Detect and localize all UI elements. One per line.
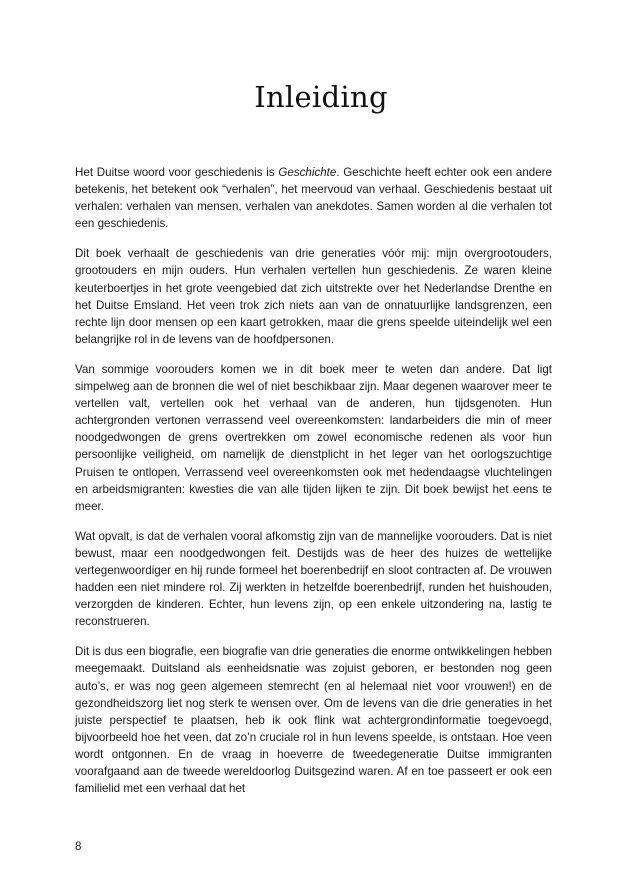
paragraph-4: Wat opvalt, is dat de verhalen vooral afkomstig zijn van de mannelijke voorouders. Dat is niet bewust, maar een noodgedwongen feit. Destijds was de heer des huizes de wettelijke vertegenwoordiger en hij runde formeel het boerenbedrijf en sloot contracten af. De vrouwen hadden een niet mindere rol. Zij werkten in hetzelfde boerenbedrijf, runden het huishouden, verzorgden de kinderen. Echter, hun levens zijn, op een enkele uitzondering na, lastig te reconstrueren.	[75, 529, 552, 629]
chapter-title: Inleiding	[254, 80, 388, 114]
paragraph-3: Van sommige voorouders komen we in dit boek meer te weten dan andere. Dat ligt simpelweg aan de bronnen die wel of niet beschikbaar zijn. Maar degenen waarover meer te vertellen valt, vertellen ook het verhaal van de anderen, hun tijdsgenoten. Hun achtergronden vertonen verrassend veel overeenkomsten: landarbeiders die min of meer noodgedwongen de grens overtrekken om zowel economische redenen als voor hun persoonlijke veiligheid, om namelijk de dienstplicht in het leger van het oorlogszuchtige Pruisen te ontlopen. Verrassend veel overeenkomsten ook met hedendaagse vluchtelingen en arbeidsmigranten: kwesties die van alle tijden lijken te zijn. Dit boek bewijst het eens te meer.	[75, 362, 552, 513]
paragraph-1-emphasis: Geschichte	[278, 166, 337, 179]
paragraph-1-before: Het Duitse woord voor geschiedenis is	[75, 166, 279, 179]
page-number: 8	[75, 840, 82, 853]
paragraph-1-after: . Geschichte heeft echter ook een andere betekenis, het betekent ook “verhalen”, het meervoud van verhaal. Geschiedenis bestaat uit verhalen: verhalen van mensen, verhalen van anekdotes. Samen worden al die verhalen tot een geschiedenis.	[75, 166, 552, 231]
paragraph-2: Dit boek verhaalt de geschiedenis van drie generaties vóór mij: mijn overgrootouders, grootouders en mijn ouders. Hun verhalen vertellen hun geschiedenis. Ze waren kleine keuterboertjes in het grote veengebied dat zich uitstrekte over het Nederlandse Drenthe en het Duitse Emsland. Het veen trok zich niets aan van de onnatuurlijke landsgrenzen, een rechte lijn door mensen op een kaart getrokken, maar die grens speelde uiteindelijk wel een belangrijke rol in de levens van de hoofdpersonen.	[75, 247, 552, 346]
paragraph-1	[75, 164, 552, 232]
chapter-body	[75, 164, 552, 810]
paragraph-5: Dit is dus een biografie, een biografie van drie generaties die enorme ontwikkelingen hebben meegemaakt. Duitsland als eenheidsnatie was zojuist geboren, er bestonden nog geen auto’s, er was nog geen algemeen stemrecht (en al helemaal niet voor vrouwen!) en de gezondheidszorg liet nog sterk te wensen over. Om de levens van die drie generaties in het juiste perspectief te plaatsen, heb ik ook flink wat achtergrondinformatie toegevoegd, bijvoorbeeld hoe het veen, dat zo’n cruciale rol in hun levens speelde, is ontstaan. Hoe veen wordt ontgonnen. En de vraag in hoeverre de tweedegeneratie Duitse immigranten voorafgaand aan de tweede wereldoorlog Duitsgezind waren. Af en toe passeert er ook een familielid met een verhaal dat het	[75, 645, 552, 796]
